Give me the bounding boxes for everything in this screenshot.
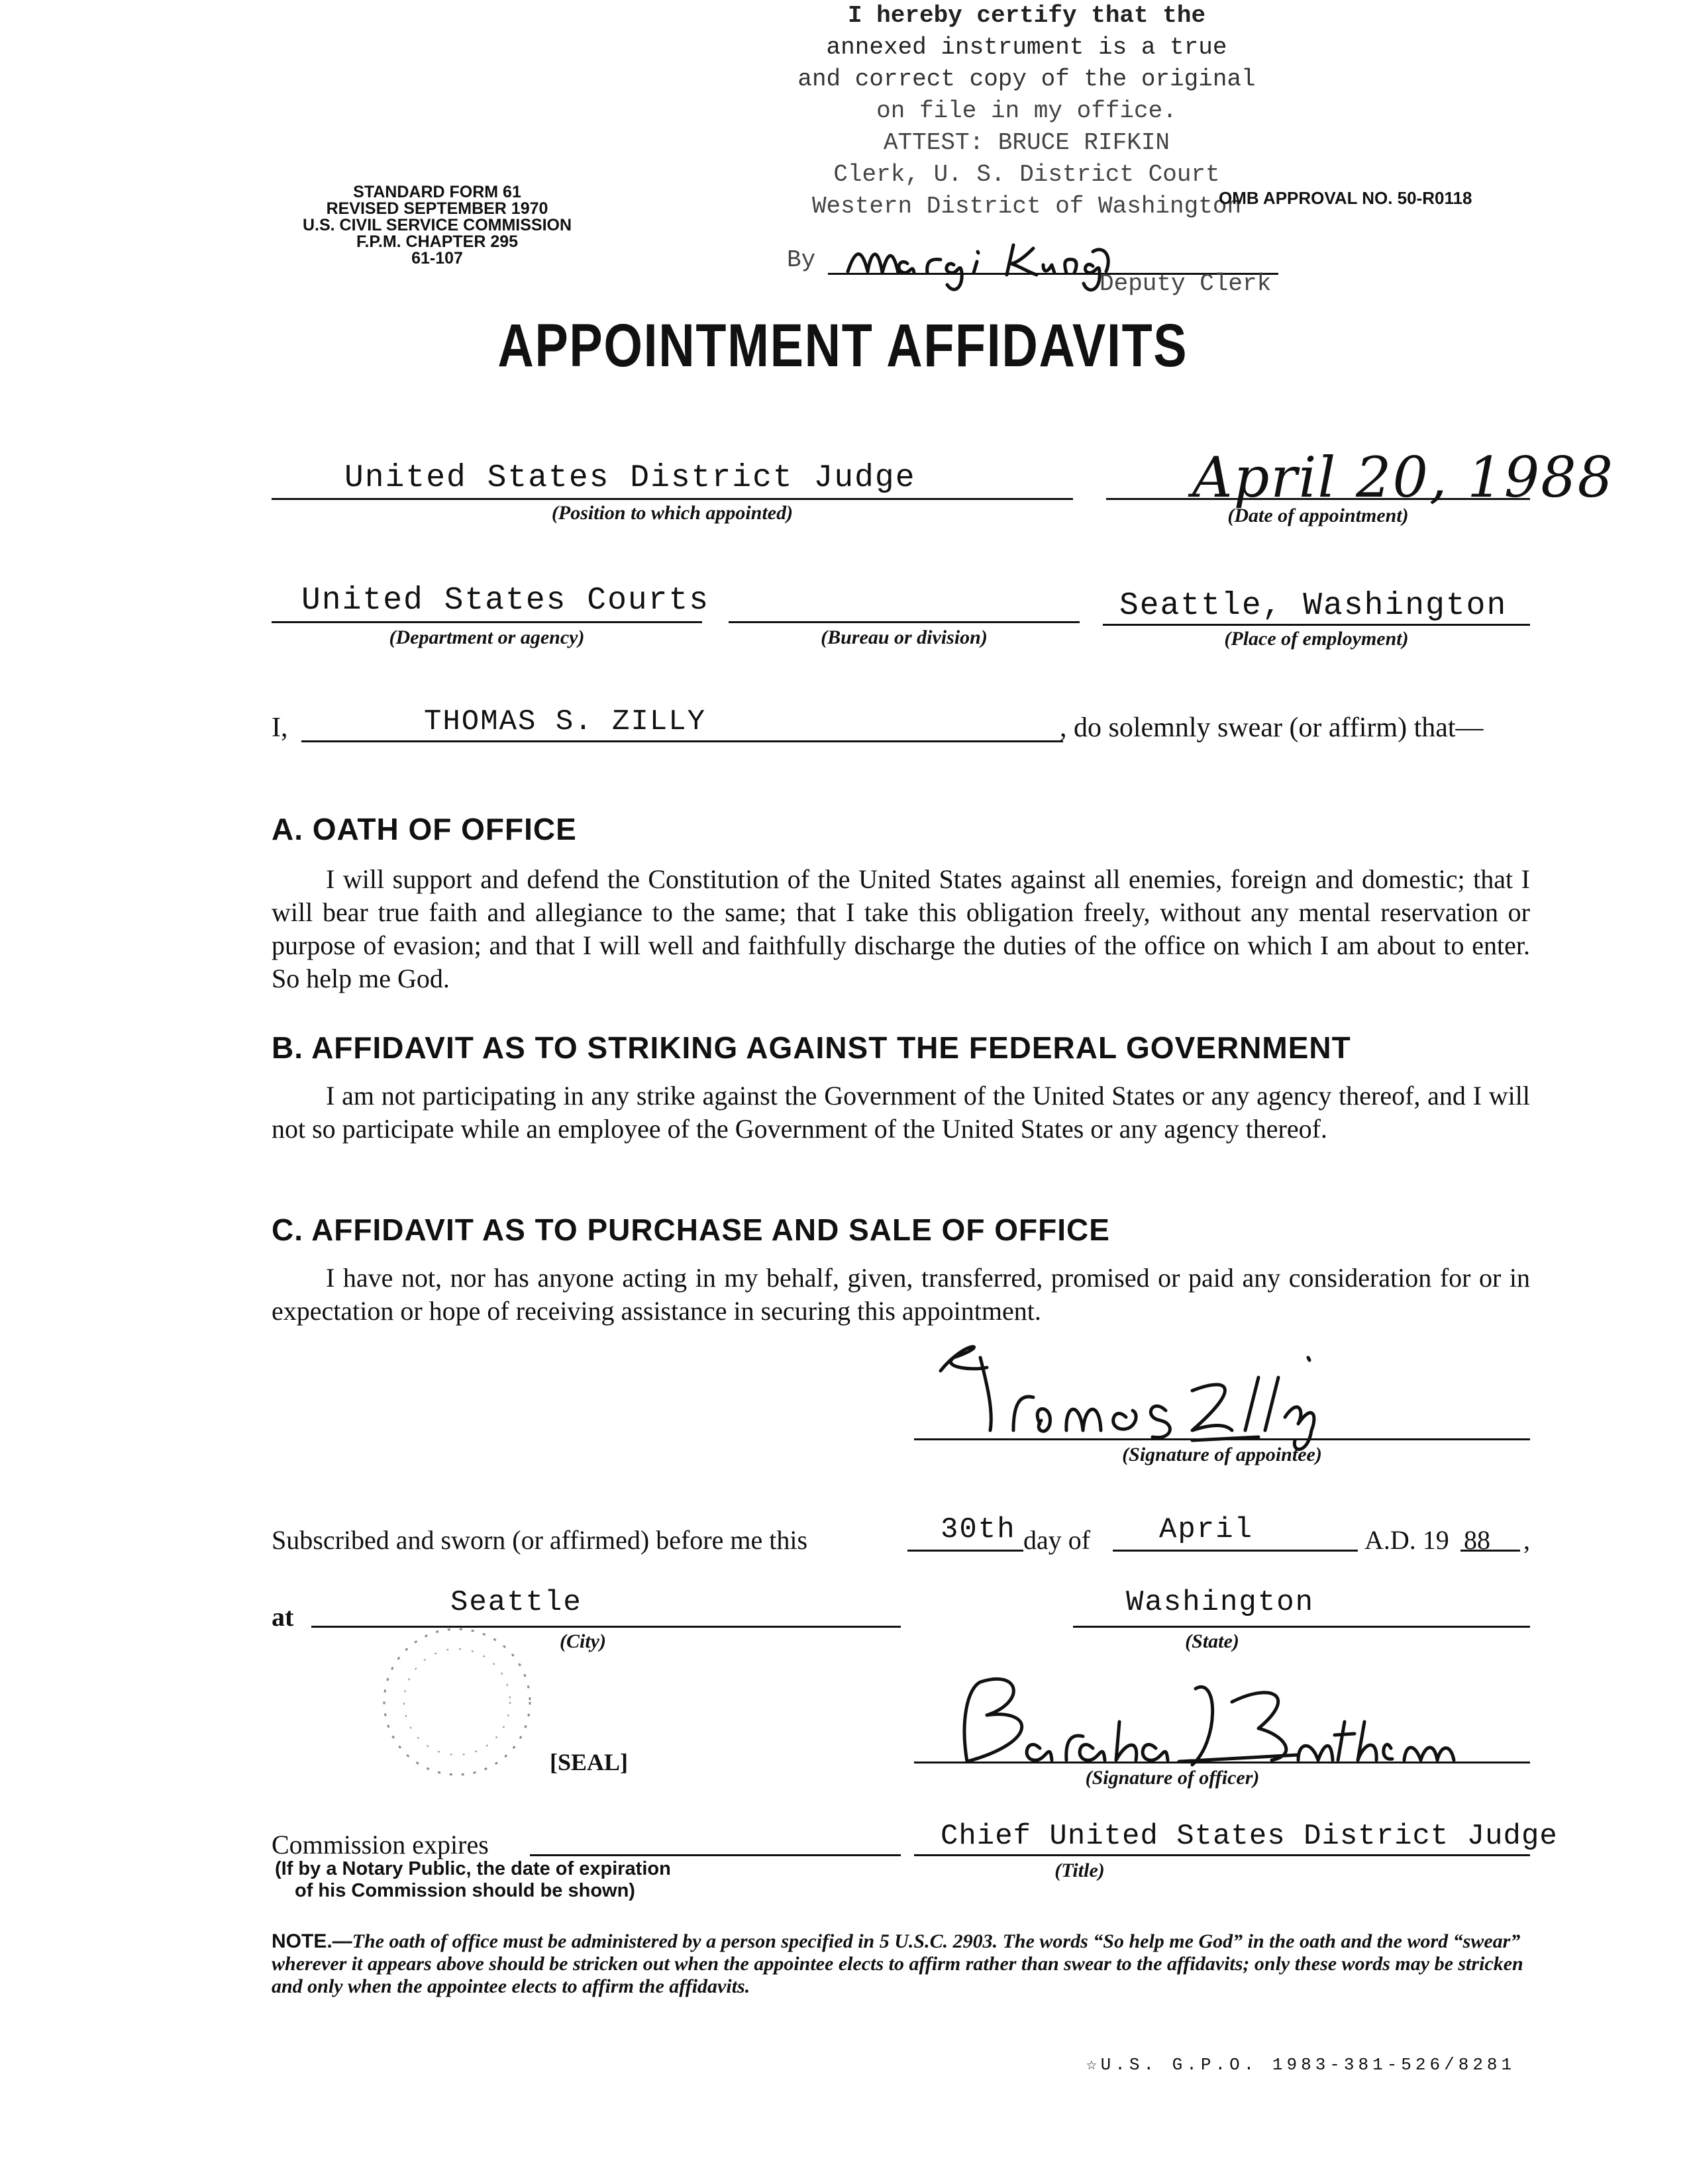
place-line xyxy=(1103,624,1530,626)
jurat-day-of: day of xyxy=(1023,1525,1091,1555)
place-value: Seattle, Washington xyxy=(1119,588,1508,624)
jurat-comma: , xyxy=(1523,1525,1530,1555)
stamp-line: annexed instrument is a true xyxy=(826,34,1227,61)
city-caption: (City) xyxy=(560,1630,606,1652)
stamp-line: on file in my office. xyxy=(876,97,1177,124)
oath-suffix: , do solemnly swear (or affirm) that— xyxy=(1060,713,1484,743)
stamp-line: Clerk, U. S. District Court xyxy=(833,161,1220,188)
officer-signature-line xyxy=(914,1762,1530,1763)
officer-title: Chief United States District Judge xyxy=(941,1820,1558,1853)
state-caption: (State) xyxy=(1185,1630,1239,1652)
form-identification xyxy=(252,184,623,267)
jurat-at: at xyxy=(272,1602,294,1632)
jurat-year-line xyxy=(1460,1550,1520,1552)
title-line xyxy=(914,1854,1530,1856)
section-b-text: I am not participating in any strike against the Government of the United States or any agency thereof, and I will not so participate while an employee of the Government of the United States or any agency thereof. xyxy=(272,1081,1530,1144)
page-title: APPOINTMENT AFFIDAVITS xyxy=(497,312,1188,379)
jurat-day: 30th xyxy=(941,1513,1016,1546)
appointee-signature-text: Thomas S Zilly xyxy=(914,1331,919,1332)
jurat-month: April xyxy=(1159,1513,1254,1546)
department-value: United States Courts xyxy=(301,583,710,619)
section-c-title: C. AFFIDAVIT AS TO PURCHASE AND SALE OF OFFICE xyxy=(272,1213,1110,1247)
form-line: 61-107 xyxy=(411,249,463,268)
officer-signature xyxy=(927,1662,1470,1775)
bureau-caption: (Bureau or division) xyxy=(821,626,988,648)
date-line xyxy=(1106,498,1530,500)
appointment-date-handwritten xyxy=(1186,438,1615,511)
gpo-imprint: ☆U.S. G.P.O. 1983-381-526/8281 xyxy=(1086,2055,1516,2075)
department-caption: (Department or agency) xyxy=(389,626,585,648)
department-line xyxy=(272,621,702,623)
stamp-line: Western District of Washington xyxy=(811,193,1242,220)
stamp-by: By xyxy=(787,246,816,273)
officer-signature-text: Barbara J Rothstein xyxy=(927,1662,933,1663)
commission-note-line: (If by a Notary Public, the date of expiration xyxy=(275,1858,671,1879)
form-line: REVISED SEPTEMBER 1970 xyxy=(326,199,548,218)
footnote xyxy=(272,1930,1530,1998)
section-b-title: B. AFFIDAVIT AS TO STRIKING AGAINST THE FEDERAL GOVERNMENT xyxy=(272,1030,1351,1065)
form-line: F.P.M. CHAPTER 295 xyxy=(356,232,519,251)
jurat-month-line xyxy=(1113,1550,1358,1552)
jurat-day-line xyxy=(907,1550,1023,1552)
embossed-seal xyxy=(371,1616,543,1788)
appointee-signature-line xyxy=(914,1438,1530,1440)
section-a-text: I will support and defend the Constitution of the United States against all enemies, foreign and domestic; that I will bear true faith and allegiance to the same; that I take this obligation freely, without any mental reservation or purpose of evasion; and that I will well and faithfully discharge the duties of the office on which I am about to enter. So help me God. xyxy=(272,864,1530,993)
jurat-ad: A.D. 19 xyxy=(1364,1525,1449,1555)
seal-label: [SEAL] xyxy=(550,1749,629,1775)
appointee-name: THOMAS S. ZILLY xyxy=(424,705,707,738)
jurat-prefix: Subscribed and sworn (or affirmed) before me this xyxy=(272,1525,808,1555)
jurat-state: Washington xyxy=(1126,1586,1315,1619)
appointment-date-text: April 20, 1988 xyxy=(1192,445,1615,510)
commission-note xyxy=(275,1858,671,1902)
omb-approval: OMB APPROVAL NO. 50-R0118 xyxy=(1219,188,1472,208)
position-caption: (Position to which appointed) xyxy=(551,502,793,524)
stamp-line: I hereby certify that the xyxy=(847,2,1206,29)
position-line xyxy=(272,498,1073,500)
section-a-title: A. OATH OF OFFICE xyxy=(272,812,577,846)
bureau-line xyxy=(729,621,1080,623)
officer-signature-caption: (Signature of officer) xyxy=(1085,1767,1260,1789)
section-c-text: I have not, nor has anyone acting in my behalf, given, transferred, promised or paid any consideration for or in expectation or hope of receiving assistance in securing this appointment. xyxy=(272,1263,1530,1326)
place-caption: (Place of employment) xyxy=(1224,628,1409,650)
stamp-line: and correct copy of the original xyxy=(797,66,1256,93)
certification-stamp xyxy=(762,0,1292,223)
jurat-year: 88 xyxy=(1464,1525,1490,1555)
date-caption: (Date of appointment) xyxy=(1227,505,1409,526)
commission-label: Commission expires xyxy=(272,1830,489,1860)
title-caption: (Title) xyxy=(1054,1860,1105,1881)
stamp-deputy-clerk: Deputy Clerk xyxy=(1100,270,1272,297)
jurat-city: Seattle xyxy=(450,1586,582,1619)
position-value: United States District Judge xyxy=(344,460,916,496)
name-line xyxy=(301,740,1063,742)
form-line: U.S. CIVIL SERVICE COMMISSION xyxy=(302,216,572,234)
oath-prefix: I, xyxy=(272,713,288,743)
state-line xyxy=(1073,1626,1530,1628)
commission-note-line: of his Commission should be shown) xyxy=(295,1880,635,1901)
stamp-line: ATTEST: BRUCE RIFKIN xyxy=(883,129,1170,156)
commission-line xyxy=(530,1854,901,1856)
footnote-label: NOTE.— xyxy=(272,1930,352,1952)
form-line: STANDARD FORM 61 xyxy=(353,183,521,201)
appointee-signature-caption: (Signature of appointee) xyxy=(1122,1444,1322,1465)
footnote-text: The oath of office must be administered by a person specified in 5 U.S.C. 2903. The words “So help me God” in the oath and the word “swear” wherever it appears above should be stricken out when the appointee elects to affirm rather than swear to the affidavits; only these words may be stricken and only when the appointee elects to affirm the affidavits. xyxy=(272,1930,1523,1997)
